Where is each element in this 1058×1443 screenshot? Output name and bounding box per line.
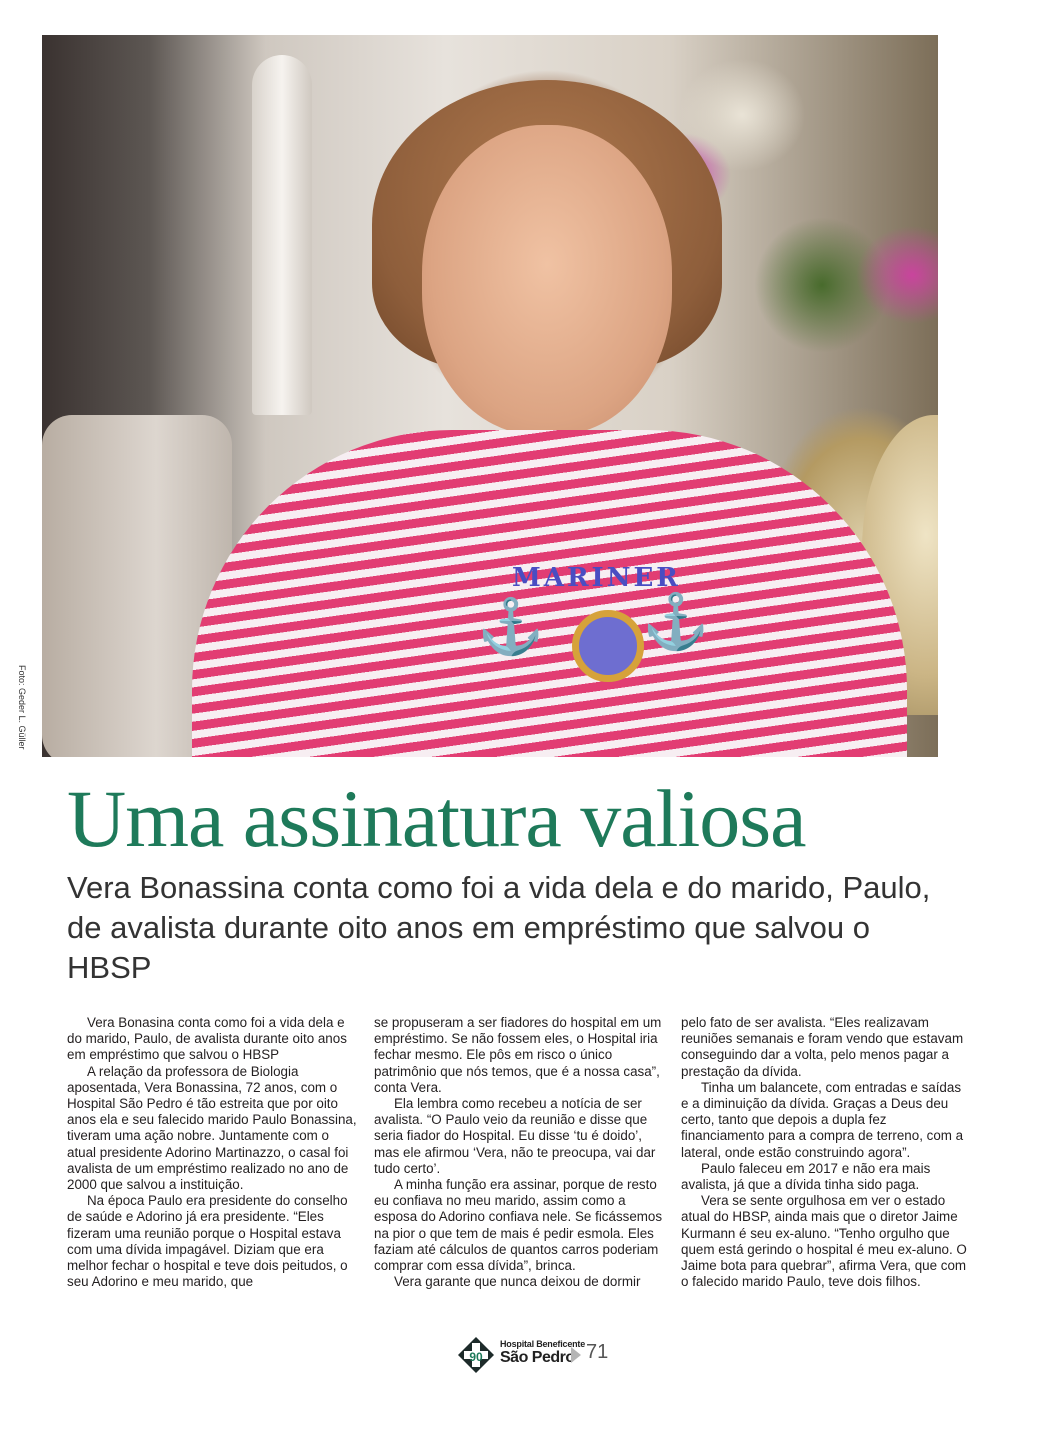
- article-column-3: [681, 1015, 971, 1290]
- paragraph: Vera se sente orgulhosa em ver o estado atual do HBSP, ainda mais que o diretor Jaime Kurmann é seu ex-aluno. “Tenho orgulho que quem está gerindo o hospital é meu ex-aluno. O Jaime bota para quebrar”, afirma Vera, que com o falecido marido Paulo, teve dois filhos.: [681, 1193, 967, 1290]
- paragraph: A relação da professora de Biologia aposentada, Vera Bonassina, 72 anos, com o Hospital São Pedro é tão estreita que por oito anos ela e seu falecido marido Paulo Bonassina, tiveram uma ação nobre. Juntamente com o atual presidente Adorino Martinazzo, o casal foi avalista de um empréstimo realizado no ano de 2000 que salvou a instituição.: [67, 1063, 357, 1193]
- striped-shirt: [192, 430, 907, 757]
- page-arrow-icon: [571, 1347, 581, 1363]
- page-footer: [458, 1335, 618, 1375]
- paragraph: Vera Bonasina conta como foi a vida dela e do marido, Paulo, de avalista durante oito anos em empréstimo que salvou o HBSP: [67, 1015, 347, 1063]
- paragraph: Vera garante que nunca deixou de dormir: [394, 1274, 641, 1290]
- anchor-icon: ⚓: [642, 592, 710, 652]
- paragraph: Paulo faleceu em 2017 e não era mais avalista, já que a dívida tinha sido paga.: [681, 1160, 931, 1193]
- ship-wheel-icon: [572, 610, 644, 682]
- logo-line-2: São Pedro: [500, 1349, 575, 1366]
- paragraph: Na época Paulo era presidente do conselho de saúde e Adorino já era presidente. “Eles fizeram uma reunião porque o Hospital estava com uma dívida impagável. Diziam que era melhor fechar o hospital e teve dois peitudos, o seu Adorino e meu marido, que: [67, 1193, 348, 1290]
- article-title: Uma assinatura valiosa: [67, 773, 806, 864]
- hero-photo: [42, 35, 938, 757]
- article-subtitle: Vera Bonassina conta como foi a vida dela e do marido, Paulo, de avalista durante oito anos em empréstimo que salvou o HBSP: [67, 870, 931, 985]
- shirt-print-text: MARINER: [512, 563, 681, 593]
- paragraph: pelo fato de ser avalista. “Eles realizavam reuniões semanais e foram vendo que estavam conseguindo dar a volta, pelo menos pagar a prestação da dívida.: [681, 1015, 964, 1079]
- logo-line-1: Hospital Beneficente: [500, 1339, 586, 1349]
- page-number: 71: [586, 1341, 609, 1363]
- article-column-1: [67, 1015, 357, 1290]
- portrait-face: [422, 125, 672, 435]
- photo-credit: Foto: Geder L. Güller: [17, 665, 27, 750]
- hospital-logo-icon: [458, 1337, 494, 1373]
- paragraph: se propuseram a ser fiadores do hospital em um empréstimo. Se não fossem eles, o Hospital iria fechar mesmo. Ele pôs em risco o único patrimônio que nós temos, que é a nossa casa”, conta Vera.: [374, 1015, 662, 1095]
- paragraph: Tinha um balancete, com entradas e saídas e a diminuição da dívida. Graças a Deus deu certo, tanto que depois a dupla fez financiamento para a compra de terreno, com a lateral, onde estão construindo agora”.: [681, 1079, 964, 1160]
- article-column-2: [374, 1015, 664, 1290]
- logo-number: 90: [469, 1350, 483, 1364]
- paragraph: Ela lembra como recebeu a notícia de ser avalista. “O Paulo veio da reunião e disse que seria fiador do Hospital. Eu disse ‘tu é doido’, mas ele afirmou ‘Vera, não te preocupa, vai dar tudo certo’.: [374, 1096, 656, 1176]
- decor-column: [252, 55, 312, 415]
- anchor-icon: ⚓: [477, 597, 545, 657]
- paragraph: A minha função era assinar, porque de resto eu confiava no meu marido, assim como a esposa do Adorino confiava nele. Se ficássemos na pior o que tem de mais é pedir esmola. Eles faziam até cálculos de quantos carros poderiam comprar com essa dívida”, brinca.: [374, 1177, 663, 1274]
